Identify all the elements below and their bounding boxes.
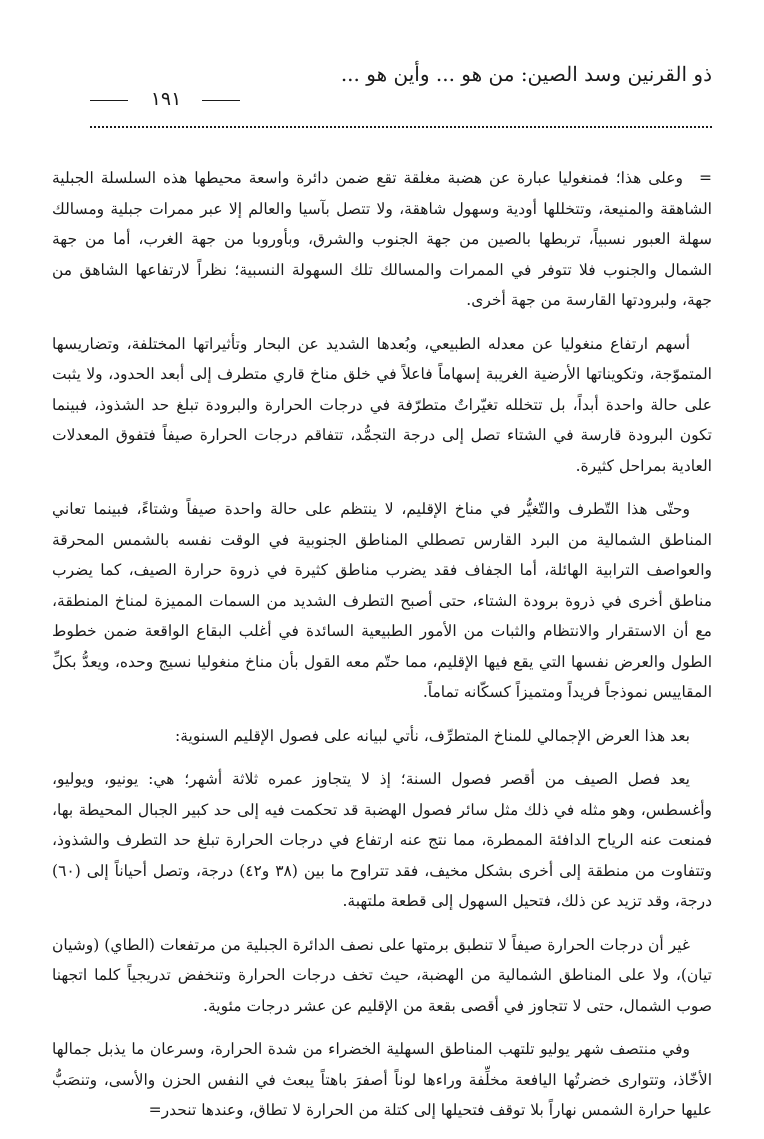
paragraph-6: غير أن درجات الحرارة صيفاً لا تنطبق برمتها على نصف الدائرة الجبلية من مرتفعات (الطاي) (وشيان تيان)، ولا على المناطق الشمالية من الهضبة، حيث تخف درجات الحرارة وتنخفض تدريجياً كلما اتجهنا صوب الشمال، حتى لا تتجاوز في أقصى بقعة من الإقليم عن عشر درجات مئوية. [52, 935, 712, 1015]
page-number-rule-right [202, 100, 240, 101]
paragraph-7: وفي منتصف شهر يوليو تلتهب المناطق السهلية الخضراء من شدة الحرارة، وسرعان ما يذبل جمالها الأخّاذ، وتتوارى خضرتُها اليافعة مخلِّفة وراءها لوناً أصفرَ باهتاً يبعث في النفس الحزن والأسى، وتنصَبُّ عليها حرارة الشمس نهاراً بلا توقف فتحيلها إلى كتلة من الحرارة لا تطاق، وعندها تنحدر= [52, 1040, 712, 1119]
paragraph-1 [52, 163, 712, 316]
dotted-separator [90, 126, 712, 128]
paragraph-1-text: وعلى هذا؛ فمنغوليا عبارة عن هضبة مغلقة تقع ضمن دائرة واسعة محيطها هذه السلسلة الجبلية الشاهقة والمنيعة، وتتخللها أودية وسهول شاهقة، ولا تتصل بآسيا والعالم إلا عبر ممرات جبلية ومسالك سهلة العبور نسبياً، تربطها بالصين من جهة الجنوب والشرق، وبأوروبا من جهة الغرب، أما من جهة الشمال والجنوب فلا تتوفر في الممرات والمسالك تلك السهولة النسبية؛ نظراً لارتفاعها الشاهق من جهة، ولبرودتها القارسة من جهة أخرى. [52, 169, 712, 309]
running-header [90, 60, 712, 90]
page-number: ١٩١ [150, 88, 182, 110]
body-text [52, 163, 712, 1139]
page-number-rule-left [90, 100, 128, 101]
running-title: ذو القرنين وسد الصين: من هو ... وأين هو ... [340, 62, 712, 86]
paragraph-4: بعد هذا العرض الإجمالي للمناخ المتطرِّف، نأتي لبيانه على فصول الإقليم السنوية: [175, 726, 690, 745]
paragraph-3: وحتّى هذا التّطرف والتّغيُّر في مناخ الإقليم، لا ينتظم على حالة واحدة صيفاً وشتاءً، فبينما تعاني المناطق الشمالية من البرد القارس تصطلي المناطق الجنوبية في الوقت نفسه بالشمس المحرقة والعواصف الترابية الهائلة، أما الجفاف فقد يضرب مناطق كثيرة في ذروة حرارة الصيف، كما يضرب مناطق أخرى في ذروة برودة الشتاء، حتى أصبح التطرف الشديد من السمات المميزة لمناخ المنطقة، مع أن الاستقرار والانتظام والثبات من الأمور الطبيعية السائدة في أغلب البقاع الواقعة ضمن خطوط الطول والعرض نفسها التي يقع فيها الإقليم، مما حتّم معه القول بأن مناخ منغوليا نسيج وحده، ويعدُّ بكلِّ المقاييس نموذجاً فريداً ومتميزاً كسكّانه تماماً. [52, 500, 712, 701]
paragraph-5: يعد فصل الصيف من أقصر فصول السنة؛ إذ لا يتجاوز عمره ثلاثة أشهر؛ هي: يونيو، ويوليو، وأغسطس، وهو مثله في ذلك مثل سائر فصول الهضبة قد تحكمت فيه إلى حد كبير الجبال المحيطة بها، فمنعت عنه الرياح الدافئة الممطرة، مما نتج عنه ارتفاع في درجات الحرارة تبلغ حد التطرف والشذوذ، وتتفاوت من منطقة إلى أخرى بشكل مخيف، فقد تتراوح ما بين (٣٨ و٤٢) درجة، وتصل أحياناً إلى (٦٠) درجة، وقد تزيد عن ذلك، فتحيل السهول إلى قطعة ملتهبة. [52, 770, 713, 910]
page-number-row [90, 88, 240, 112]
continuation-mark: = [699, 169, 712, 187]
paragraph-2: أسهم ارتفاع منغوليا عن معدله الطبيعي، وبُعدها الشديد عن البحار وتأثيراتها المختلفة، وتضاريسها المتموّجة، وتكويناتها الأرضية الغريبة إسهاماً فاعلاً في خلق مناخ قاري متطرف إلى أبعد الحدود، ولا يثبت على حالة واحدة أبداً، بل تتخلله تغيّراتٌ متطرّفة في درجات الحرارة والبرودة تبلغ حد الشذوذ، فبينما تكون البرودة قارسة في الشتاء تصل إلى درجة التجمُّد، تتفاقم درجات الحرارة صيفاً فتفوق المعدلات العادية بمراحل كثيرة. [52, 334, 712, 475]
